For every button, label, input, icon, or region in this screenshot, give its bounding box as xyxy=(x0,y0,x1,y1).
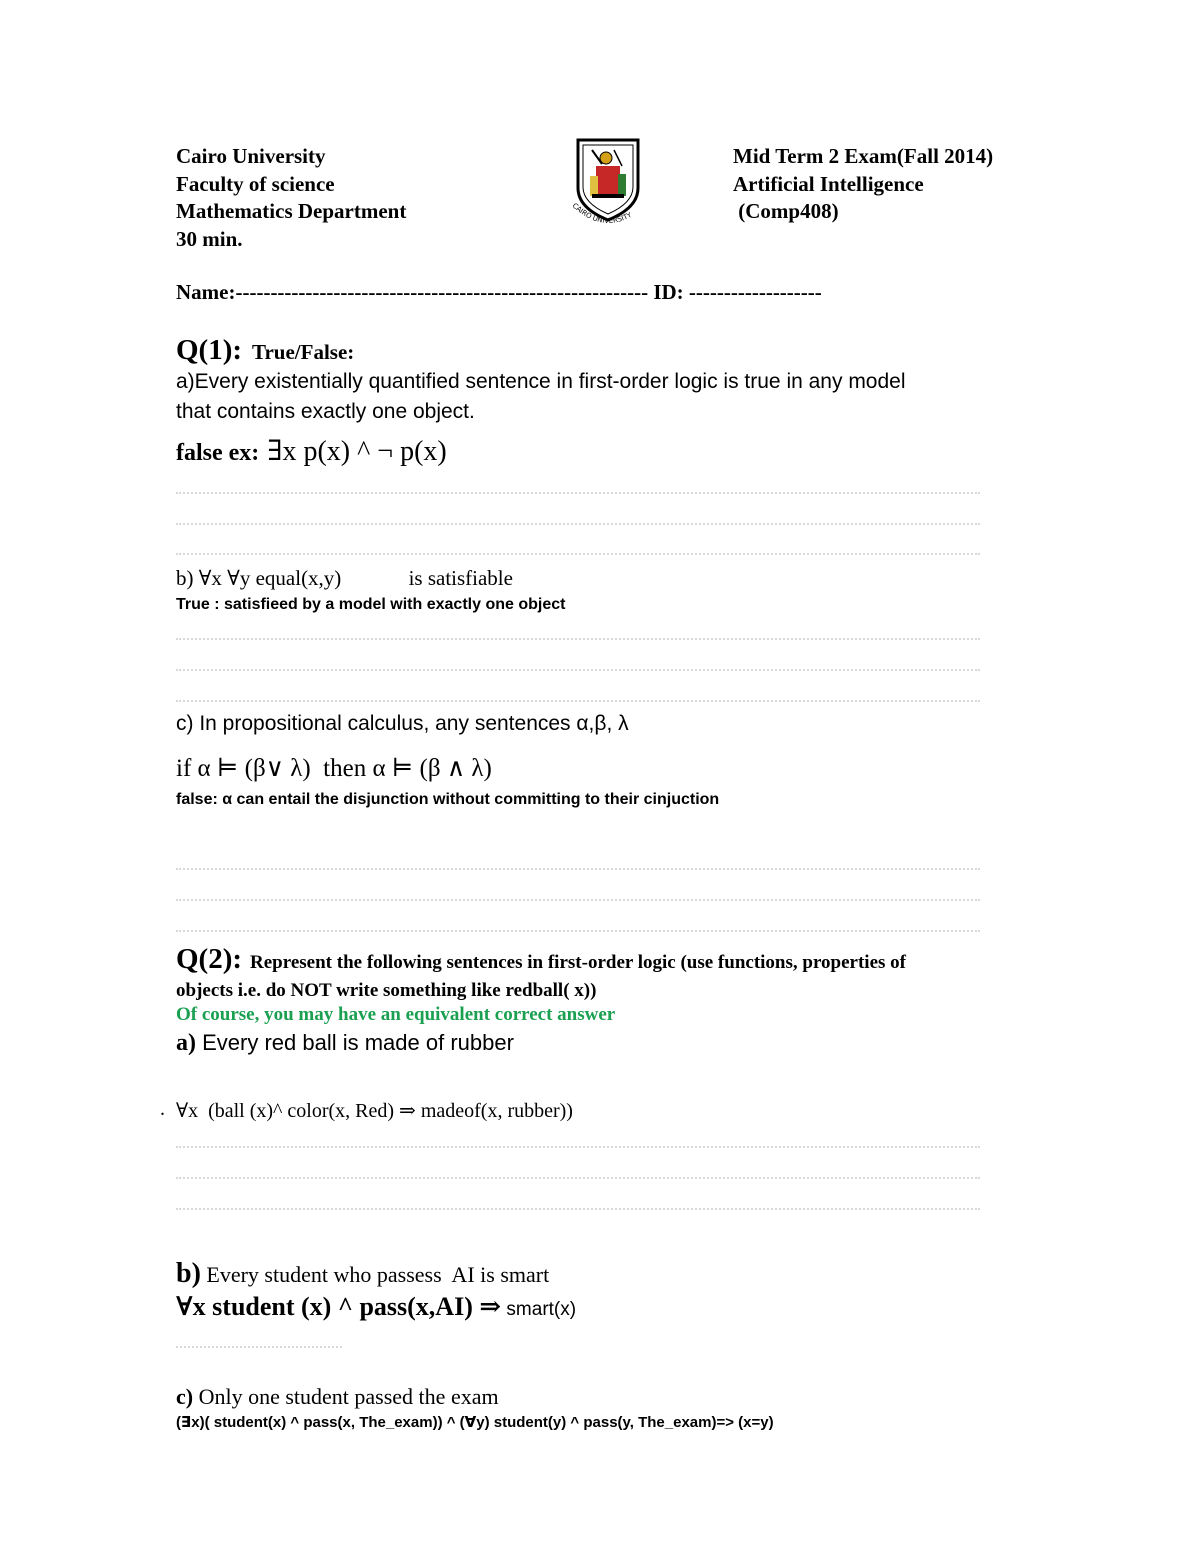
course-code: (Comp408) xyxy=(733,199,839,223)
q2-instr-line2: objects i.e. do NOT write something like redball( x)) xyxy=(176,980,597,1001)
q2-b-line xyxy=(176,1258,549,1290)
course-name: Artificial Intelligence xyxy=(733,172,924,196)
q1-b-line xyxy=(176,566,513,591)
q2-title: Q(2): xyxy=(176,943,243,975)
q2-instr-line1: Represent the following sentences in first-order logic (use functions, properties of xyxy=(250,952,906,973)
q1-b-statement: b) ∀x ∀y equal(x,y) xyxy=(176,566,342,590)
q2-c-label: c) xyxy=(176,1384,194,1409)
answer-line xyxy=(176,638,980,640)
answer-line xyxy=(176,523,980,525)
answer-line xyxy=(176,669,980,671)
q2-c-text: Only one student passed the exam xyxy=(193,1384,499,1409)
faculty-name: Faculty of science xyxy=(176,172,335,196)
answer-line xyxy=(176,492,980,494)
q1-c-line2: if α ⊨ (β∨ λ) then α ⊨ (β ∧ λ) xyxy=(176,755,492,782)
q1-a-answer xyxy=(176,434,447,468)
q2-b-answer xyxy=(176,1292,576,1322)
q2-b-answer-main: ∀x student (x) ^ pass(x,AI) ⇒ xyxy=(176,1292,502,1321)
q2-c-answer: (∃x)( student(x) ^ pass(x, The_exam)) ^ (∀y) student(y) ^ pass(y, The_exam)=> (x=y) xyxy=(176,1414,774,1431)
q1-a-answer-label: false ex: xyxy=(176,440,260,466)
answer-line xyxy=(176,553,980,555)
name-id-line: Name:----------------------------------------------------------- ID: ------------------- xyxy=(176,280,822,304)
q2-b-text: Every student who passess AI is smart xyxy=(200,1262,550,1287)
q1-a-line2: that contains exactly one object. xyxy=(176,400,475,423)
q2-c-line xyxy=(176,1384,499,1410)
q1-heading xyxy=(176,334,354,367)
university-name: Cairo University xyxy=(176,144,326,168)
q2-a-answer-dot: . xyxy=(160,1098,165,1120)
q1-a-line1: a)Every existentially quantified sentence in first-order logic is true in any model xyxy=(176,370,906,393)
q1-c-line1: c) In propositional calculus, any sentences α,β, λ xyxy=(176,712,629,735)
logo-text: CAIRO UNIVERSITY xyxy=(570,201,633,226)
q2-b-label: b) xyxy=(176,1258,201,1289)
q1-b-answer: True : satisfieed by a model with exactly one object xyxy=(176,596,566,613)
q1-c-answer: false: α can entail the disjunction without committing to their cinjuction xyxy=(176,791,720,808)
q2-heading xyxy=(176,943,906,976)
q1-title: Q(1): xyxy=(176,334,243,366)
q2-a-text: Every red ball is made of rubber xyxy=(196,1030,514,1055)
exam-duration: 30 min. xyxy=(176,227,243,251)
q1-subtitle: True/False: xyxy=(252,340,355,364)
q1-a-answer-expr: ∃x p(x) ^ ¬ p(x) xyxy=(267,436,447,467)
answer-line xyxy=(176,930,980,932)
q2-a-answer: ∀x (ball (x)^ color(x, Red) ⇒ madeof(x, rubber)) xyxy=(176,1100,573,1122)
cairo-university-logo xyxy=(562,136,652,234)
answer-line xyxy=(176,700,980,702)
department-name: Mathematics Department xyxy=(176,199,407,223)
exam-title: Mid Term 2 Exam(Fall 2014) xyxy=(733,144,994,168)
q2-note: Of course, you may have an equivalent correct answer xyxy=(176,1004,616,1025)
answer-line xyxy=(176,1177,980,1179)
answer-line xyxy=(176,1346,342,1348)
answer-line xyxy=(176,1146,980,1148)
q2-a-label: a) xyxy=(176,1030,196,1056)
answer-line xyxy=(176,1208,980,1210)
q2-b-answer-tail: smart(x) xyxy=(501,1299,577,1320)
q1-b-suffix: is satisfiable xyxy=(408,566,513,590)
q2-a-line xyxy=(176,1030,514,1057)
answer-line xyxy=(176,868,980,870)
answer-line xyxy=(176,899,980,901)
